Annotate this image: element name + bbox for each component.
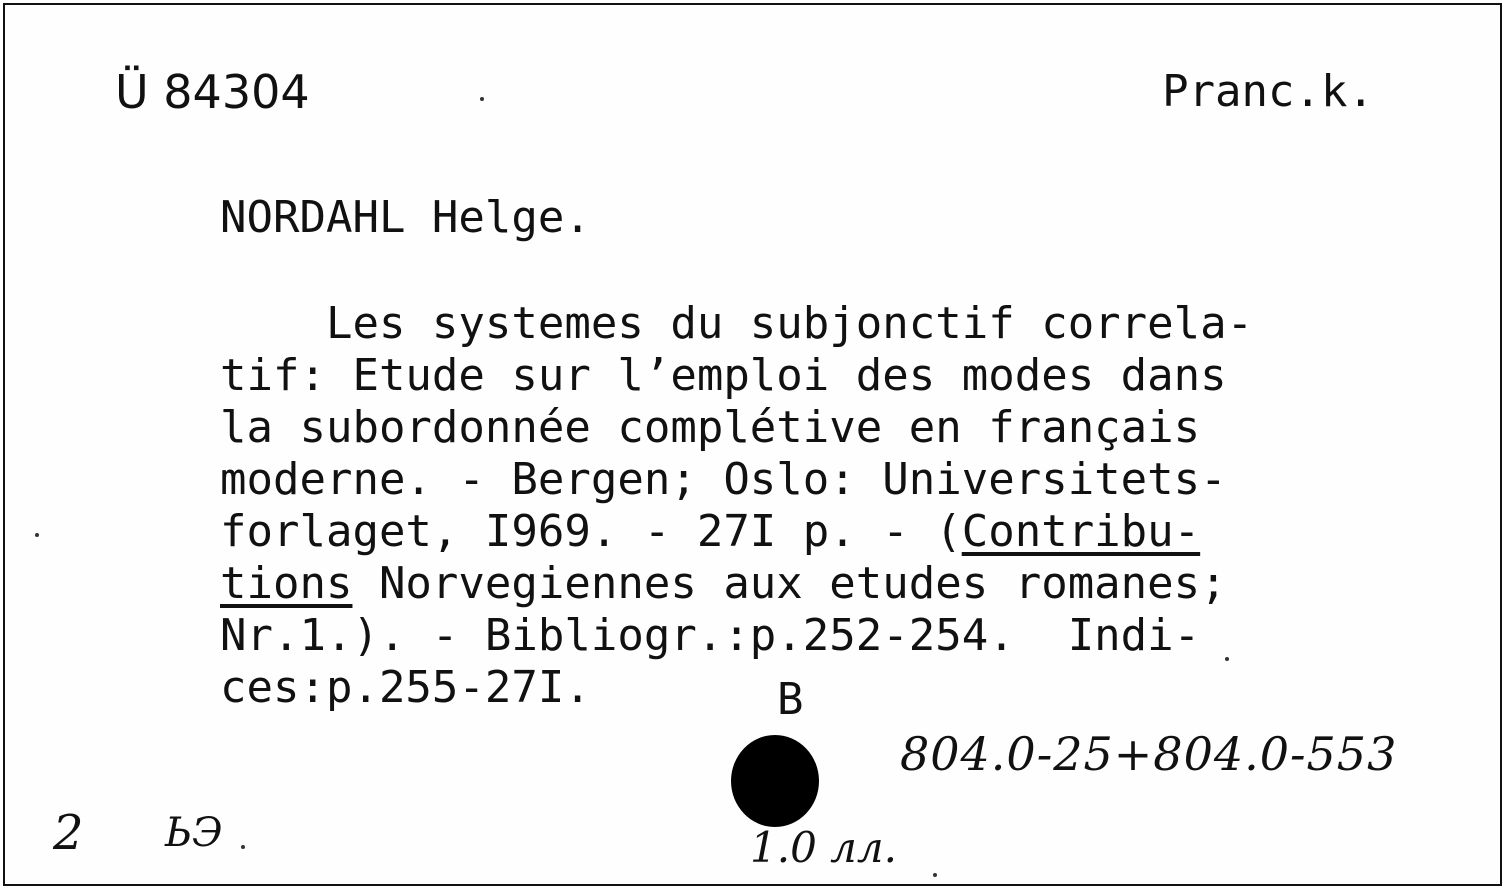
body-line-7: Nr.1.). - Bibliogr.:p.252-254. Indi- bbox=[220, 610, 1201, 661]
body-line-6-text: Norvegiennes aux etudes romanes; bbox=[352, 558, 1227, 609]
collection-mark: Pranc.k. bbox=[1162, 66, 1374, 117]
body-line-2: tif: Etude sur l’emploi des modes dans bbox=[220, 350, 1227, 401]
handwritten-classification: 804.0-25+804.0-553 bbox=[900, 727, 1398, 781]
handwritten-note-left-2: ЬЭ bbox=[165, 810, 223, 856]
ink-speck bbox=[35, 533, 39, 537]
black-dot-stamp bbox=[731, 735, 819, 827]
author-heading: NORDAHL Helge. bbox=[220, 192, 591, 243]
body-line-5 bbox=[220, 505, 1200, 559]
series-title-part-1: Contribu- bbox=[961, 506, 1201, 557]
handwritten-note-left: 2 bbox=[53, 805, 84, 861]
ink-speck bbox=[241, 845, 245, 849]
body-line-6 bbox=[220, 557, 1227, 611]
body-line-1: Les systemes du subjonctif correla- bbox=[220, 298, 1254, 349]
ink-speck bbox=[933, 873, 937, 877]
body-line-4: moderne. - Bergen; Oslo: Universitets- bbox=[220, 454, 1227, 505]
body-line-3: la subordonnée complétive en français bbox=[220, 402, 1201, 453]
catalog-card bbox=[3, 3, 1502, 886]
letter-mark: B bbox=[777, 674, 804, 725]
ink-speck bbox=[1225, 657, 1229, 661]
series-title-part-2: tions bbox=[220, 558, 353, 609]
body-line-8: ces:p.255-27I. bbox=[220, 662, 591, 713]
body-line-5-text: forlaget, I969. - 27I p. - ( bbox=[220, 506, 962, 557]
ink-speck bbox=[480, 97, 484, 101]
handwritten-note-bottom: 1.0 лл. bbox=[750, 823, 897, 872]
call-number: Ü 84304 bbox=[115, 65, 310, 119]
